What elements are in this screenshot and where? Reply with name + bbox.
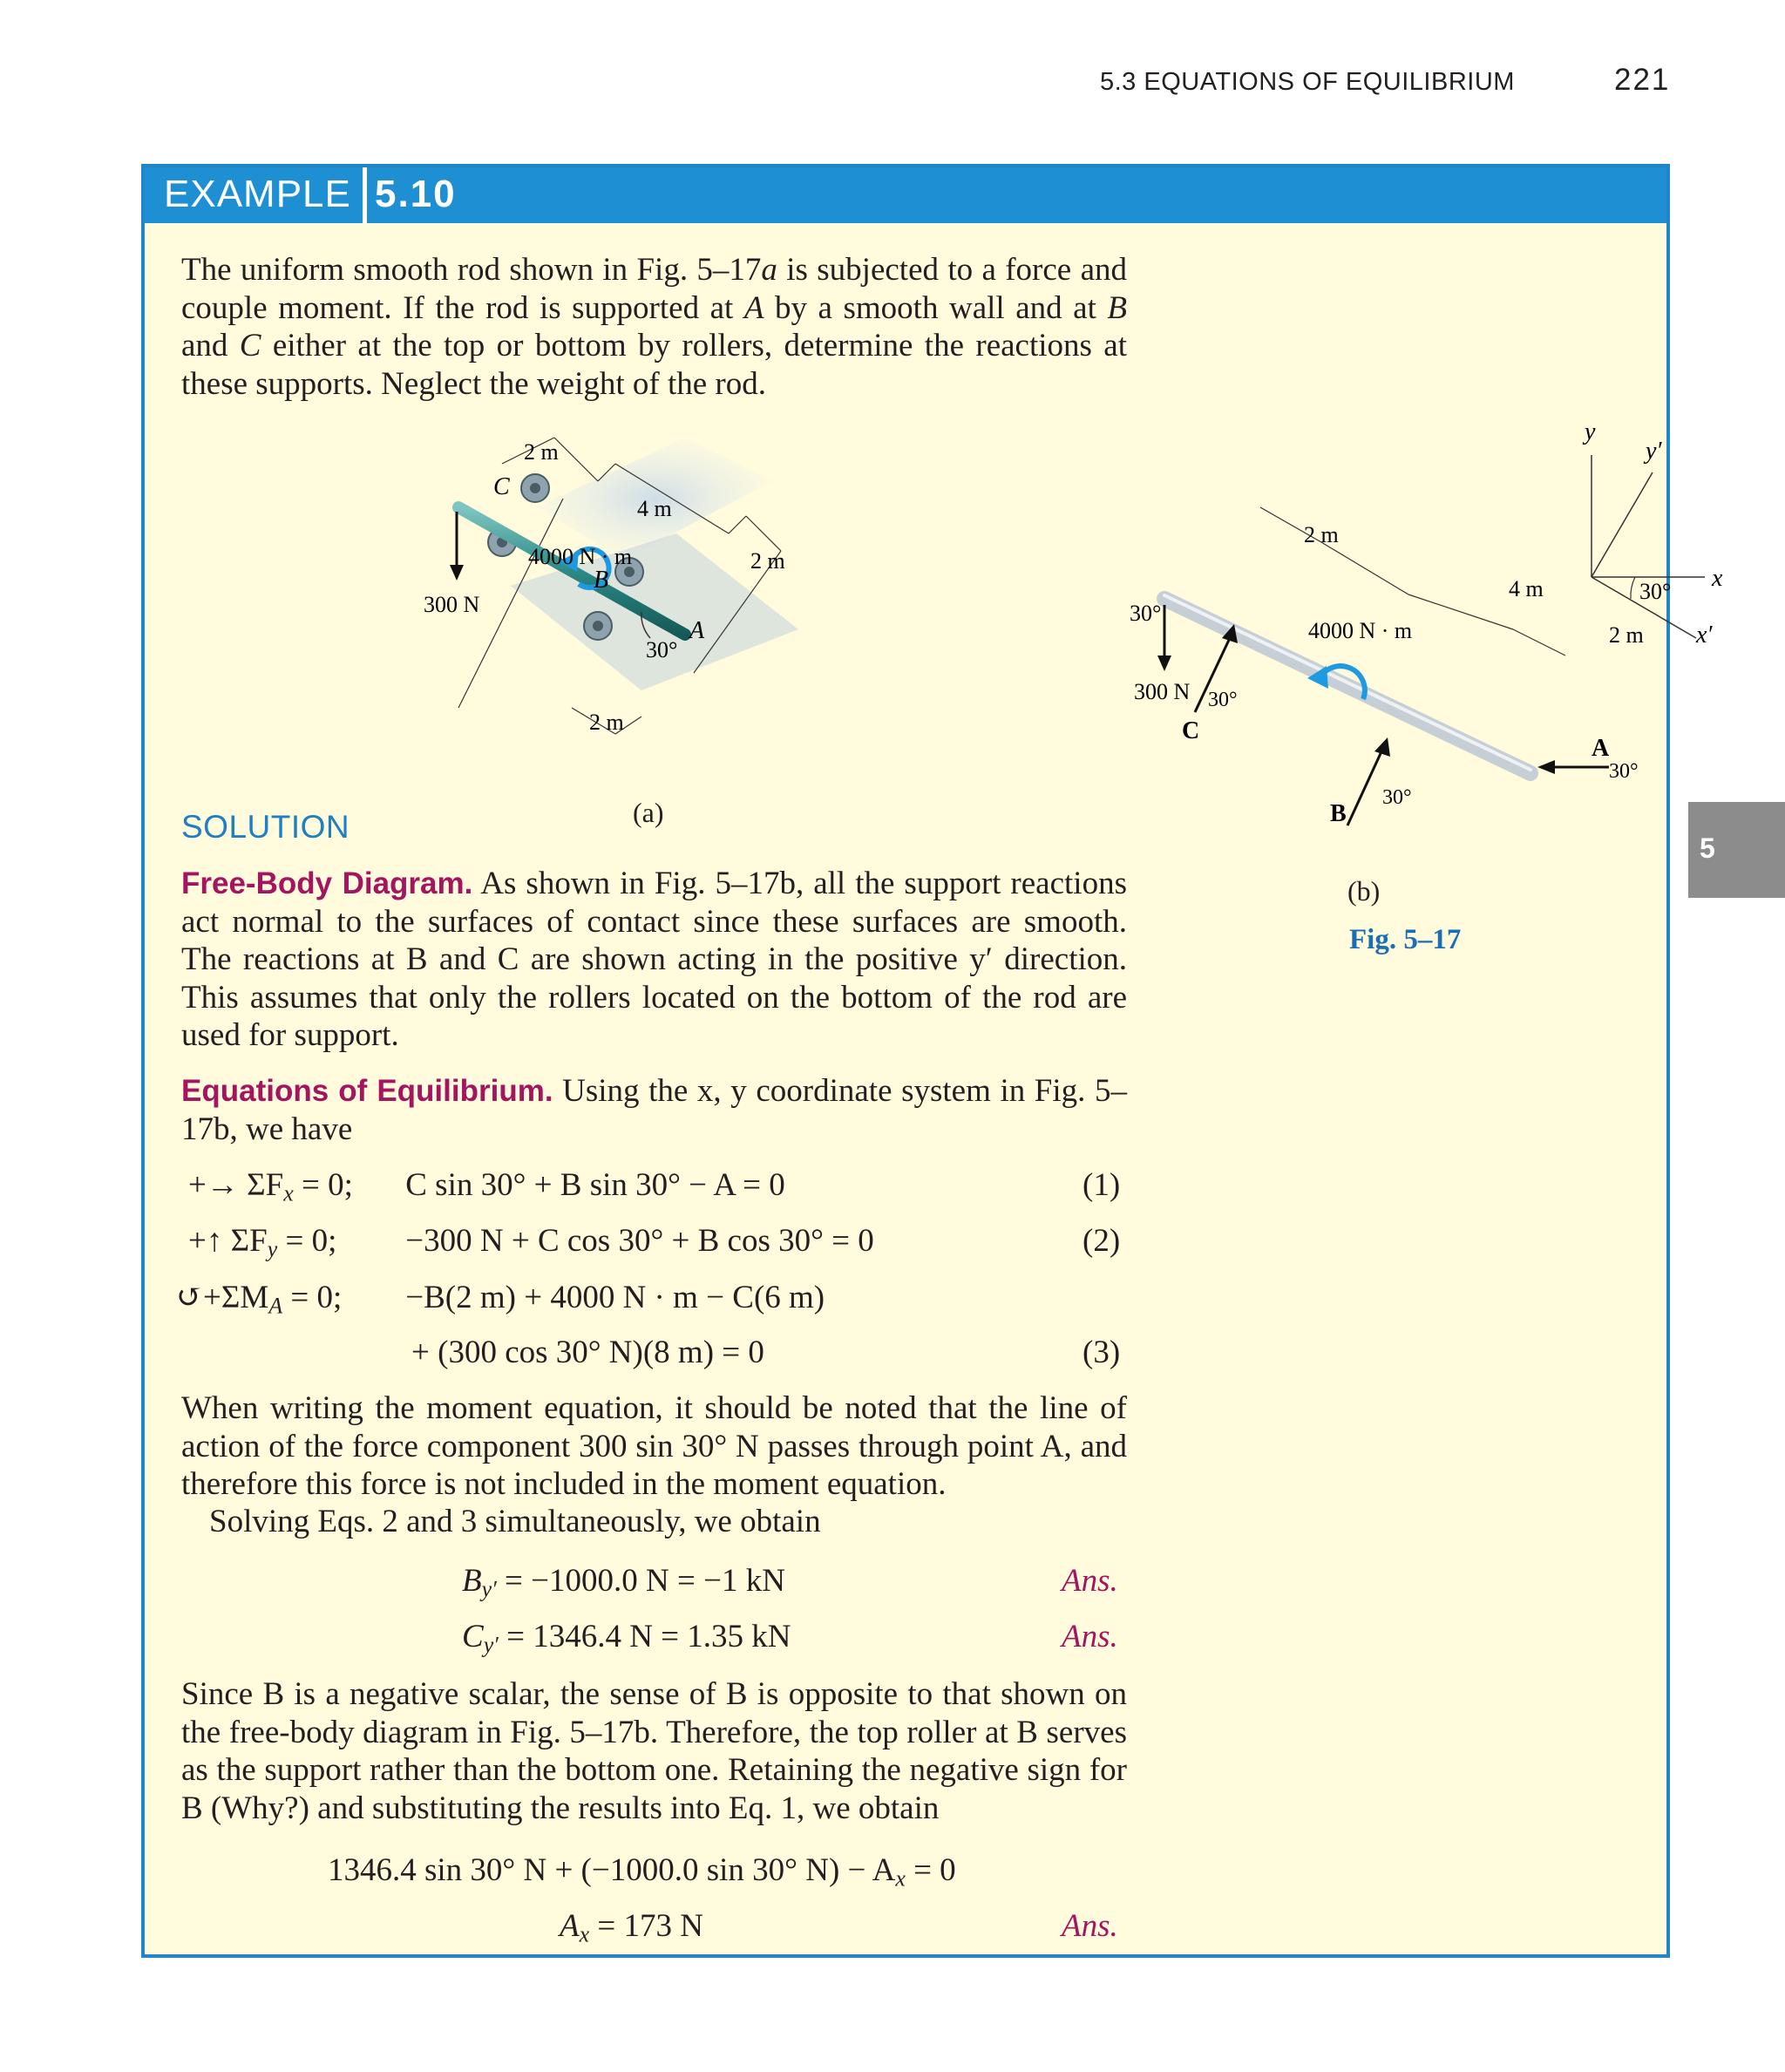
roller-c-top [521, 474, 549, 502]
problem-text-4: and [181, 328, 240, 363]
problem-text-1: The uniform smooth rod shown in Fig. 5–17 [181, 252, 762, 288]
figure-a [424, 411, 1025, 830]
result-by-value: = −1000.0 N = −1 kN [505, 1563, 785, 1599]
fbd-force-by-arrowhead [1374, 737, 1390, 757]
fbd-force: 300 N [1134, 679, 1191, 704]
since-paragraph: Since B is a negative scalar, the sense of B is opposite to that shown on the free-body diagram in Fig. 5–17b. Therefore, the top roller at B serves as the support rather than the bottom one. Retaining the negative sign for B (Why?) and substituting the results into Eq. 1, we obtain [181, 1676, 1127, 1826]
result-ax: $A_x = 173$ N [560, 1908, 703, 1947]
equation-3-label: ΣM [221, 1280, 269, 1315]
problem-text-3: by a smooth wall and at [764, 289, 1108, 326]
equation-3-cont: + (300 cos 30° N)(8 m) = 0 [411, 1335, 764, 1370]
fbd-axis-x-prime: x′ [1696, 622, 1713, 649]
final-equation: 1346.4 sin 30° N + (−1000.0 sin 30° $N) - A_x = 0$ [328, 1852, 956, 1892]
fig-a-dim-right: 2 m [750, 548, 785, 574]
fbd-axis-y: y [1585, 418, 1596, 445]
moment-note-paragraph: When writing the moment equation, it should be noted that the line of action of the force component 300 sin 30° N passes through point A, and therefore this force is not included in the moment equation. [181, 1390, 1127, 1502]
solving-paragraph: Solving Eqs. 2 and 3 simultaneously, we obtain [209, 1504, 821, 1539]
equation-1-label: ΣF [247, 1167, 284, 1203]
example-number: 5.10 [375, 173, 457, 215]
equation-2-label: ΣF [230, 1223, 268, 1259]
example-header [145, 167, 1666, 223]
free-body-runin: Free-Body Diagram. [181, 866, 473, 900]
figure-title: Fig. 5–17 [1349, 924, 1462, 955]
equilibrium-paragraph [181, 1072, 1127, 1148]
fbd-label-ax: A [1592, 735, 1610, 762]
answer-ax: Ans. [1062, 1908, 1118, 1944]
problem-statement [181, 251, 1127, 403]
force-300n-arrowhead [450, 565, 464, 581]
fig-a-dim-mid: 4 m [637, 496, 672, 521]
fbd-angle-c: 30° [1208, 689, 1238, 711]
equation-2-number: (2) [1083, 1223, 1121, 1259]
problem-point-a: A [743, 289, 764, 326]
equation-3-body: −B(2 m) + 4000 N · m − C(6 m) [405, 1280, 825, 1315]
equation-2: +↑ $\Sigma F_y = 0$; −300 N + C cos 30° + B cos 30° = 0 [188, 1223, 874, 1262]
fig-a-angle: 30° [646, 637, 678, 662]
problem-point-b: B [1107, 289, 1127, 326]
equation-1-number: (1) [1083, 1167, 1121, 1203]
example-separator [363, 167, 367, 223]
fig-a-label-b: B [594, 567, 609, 594]
result-cy-value: = 1346.4 N = 1.35 kN [506, 1619, 791, 1654]
fbd-label-cy: C [1182, 717, 1200, 744]
figure-a-caption: (a) [633, 797, 664, 828]
fbd-dim-right: 2 m [1609, 622, 1644, 648]
answer-cy: Ans. [1062, 1619, 1118, 1654]
problem-fig-ref: a [761, 252, 777, 288]
fbd-force-ax-arrowhead [1537, 760, 1555, 774]
fig-a-label-a: A [689, 617, 705, 644]
equation-3: $↺+\Sigma M_A = 0$; −B(2 m) + 4000 N · m − C(6 m) [176, 1280, 825, 1319]
fbd-angle-a: 30° [1609, 760, 1639, 783]
fig-a-dim-bottom: 2 m [589, 710, 624, 735]
problem-point-c: C [239, 328, 261, 363]
example-box [141, 164, 1723, 1958]
final-equation-body: 1346.4 sin 30° N + (−1000.0 sin 30° N) − A [328, 1852, 896, 1888]
running-head [0, 61, 1785, 105]
result-cy: Cy′ = 1346.4 N = 1.35 kN [462, 1619, 791, 1658]
problem-text-2: is subjected to a force and couple moment. If the rod is supported at [181, 252, 1127, 326]
fbd-force-by [1347, 750, 1382, 825]
fbd-force-300n-arrowhead [1157, 656, 1171, 671]
free-body-paragraph [181, 865, 1127, 1055]
equation-1: +→ $\Sigma F_x = 0$; C sin 30° + B sin 30° − A = 0 [188, 1167, 785, 1206]
roller-b-bottom [584, 612, 612, 640]
fbd-angle-axes: 30° [1639, 579, 1672, 604]
result-by: By′ = −1000.0 N = −1 kN [462, 1563, 785, 1602]
fbd-angle-left: 30° [1130, 601, 1162, 626]
equation-2-body: −300 N + C cos 30° + B cos 30° = 0 [405, 1223, 874, 1259]
fig-a-dim-top: 2 m [524, 439, 559, 465]
equation-1-body: C sin 30° + B sin 30° − A = 0 [405, 1167, 785, 1203]
result-ax-value: = 173 N [597, 1908, 703, 1944]
answer-by: Ans. [1062, 1563, 1118, 1599]
fbd-dim-mid: 4 m [1509, 576, 1544, 601]
fbd-label-by: B [1330, 800, 1347, 827]
solution-heading: SOLUTION [181, 809, 350, 845]
example-label: EXAMPLE [164, 173, 351, 215]
fbd-axis-x: x [1712, 565, 1723, 592]
page-number: 221 [1614, 63, 1671, 97]
problem-text-5: either at the top or bottom by rollers, determine the reactions at these supports. Neglect the weight of the rod. [181, 328, 1127, 402]
fbd-angle-b: 30° [1382, 786, 1412, 809]
free-body-text: As shown in Fig. 5–17b, all the support reactions act normal to the surfaces of contact since these surfaces are smooth. The reactions at B and C are shown acting in the positive y′ direction. This assumes that only the rollers located on the bottom of the rod are used for support. [181, 866, 1127, 1053]
chapter-tab-label: 5 [1700, 832, 1715, 864]
section-label: 5.3 EQUATIONS OF EQUILIBRIUM [1100, 68, 1515, 96]
fbd-moment: 4000 N · m [1308, 618, 1413, 643]
equilibrium-text: Using the x, y coordinate system in Fig. 5–17b, we have [181, 1073, 1127, 1147]
final-equation-end: = 0 [905, 1852, 956, 1888]
equation-3-number: (3) [1083, 1335, 1121, 1370]
fbd-dim-left: 2 m [1304, 522, 1339, 547]
fig-a-moment: 4000 N · m [528, 544, 633, 569]
equilibrium-runin: Equations of Equilibrium. [181, 1074, 553, 1108]
fig-a-label-c: C [493, 473, 510, 500]
figure-b [1130, 403, 1757, 900]
fbd-axis-y-prime: y′ [1646, 438, 1662, 465]
fig-a-force: 300 N [424, 592, 480, 617]
figure-b-caption: (b) [1347, 875, 1381, 907]
